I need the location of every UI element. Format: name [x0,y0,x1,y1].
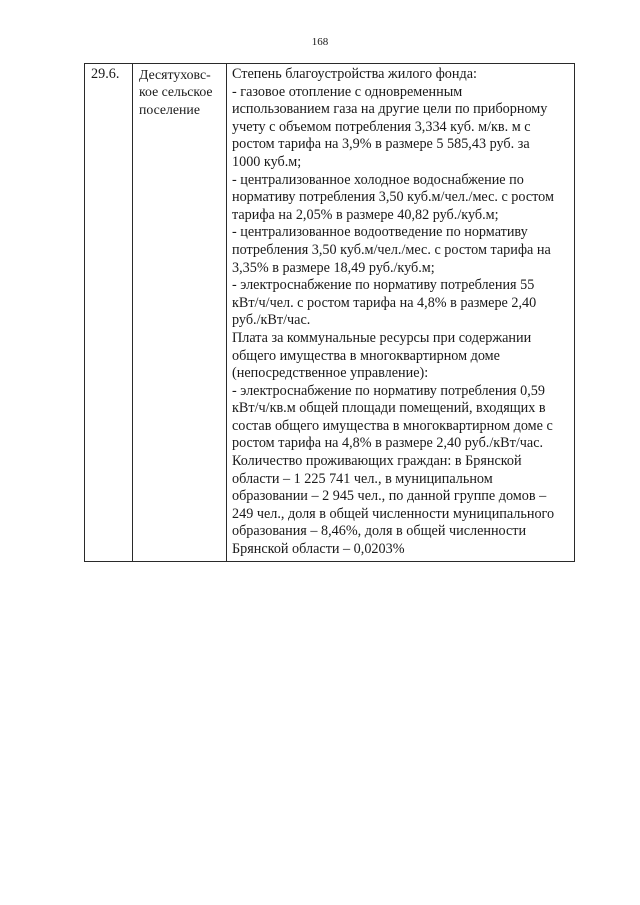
description-line: потребления 3,50 куб.м/чел./мес. с ростом тарифа на [232,241,551,258]
description-line: кВт/ч/чел. с ростом тарифа на 4,8% в размере 2,40 [232,294,537,311]
description-line: руб./кВт/час. [232,312,311,329]
settlement-name-line: Десятуховс- [139,67,211,82]
description-line: общего имущества в многоквартирном доме [232,347,500,364]
description-line: Брянской области – 0,0203% [232,541,405,558]
tariff-table [84,63,575,562]
description-line: - газовое отопление с одновременным [232,83,463,100]
description-line: 3,35% в размере 18,49 руб./куб.м; [232,259,435,276]
description-line: (непосредственное управление): [232,365,429,382]
description-line: ростом тарифа на 4,8% в размере 2,40 руб./кВт/час. [232,435,544,452]
settlement-name-line: поселение [139,101,200,117]
description-line: образовании – 2 945 чел., по данной группе домов – [232,488,547,505]
description-cell [227,64,575,562]
description-line: Степень благоустройства жилого фонда: [232,66,477,82]
description-line: 1000 куб.м; [232,153,302,170]
row-number-cell [85,64,133,562]
description-line: - централизованное холодное водоснабжение по [232,171,524,188]
settlement-name-line: кое сельское [139,84,213,100]
page-number: 168 [311,36,329,48]
settlement-name-cell [133,64,227,562]
description-line: - электроснабжение по нормативу потребления 55 [232,277,535,294]
description-line: Плата за коммунальные ресурсы при содержании [232,329,532,346]
description-line: - электроснабжение по нормативу потребления 0,59 [232,382,545,399]
description-line: учету с объемом потребления 3,334 куб. м/кв. м с [232,118,531,135]
description-line: ростом тарифа на 3,9% в размере 5 585,43 руб. за [232,136,530,153]
table-row [85,64,575,562]
description-line: Количество проживающих граждан: в Брянской [232,453,522,470]
description-line: - централизованное водоотведение по нормативу [232,224,528,241]
description-line: тарифа на 2,05% в размере 40,82 руб./куб.м; [232,206,499,223]
description-line: нормативу потребления 3,50 куб.м/чел./мес. с ростом [232,189,554,206]
description-line: использованием газа на другие цели по приборному [232,101,548,118]
description-line: состав общего имущества в многоквартирном доме с [232,417,553,434]
description-line: области – 1 225 741 чел., в муниципальном [232,470,493,487]
description-line: образования – 8,46%, доля в общей численности [232,523,527,540]
description-line: кВт/ч/кв.м общей площади помещений, входящих в [232,400,546,417]
row-number: 29.6. [91,66,120,82]
description-line: 249 чел., доля в общей численности муниципального [232,505,555,522]
